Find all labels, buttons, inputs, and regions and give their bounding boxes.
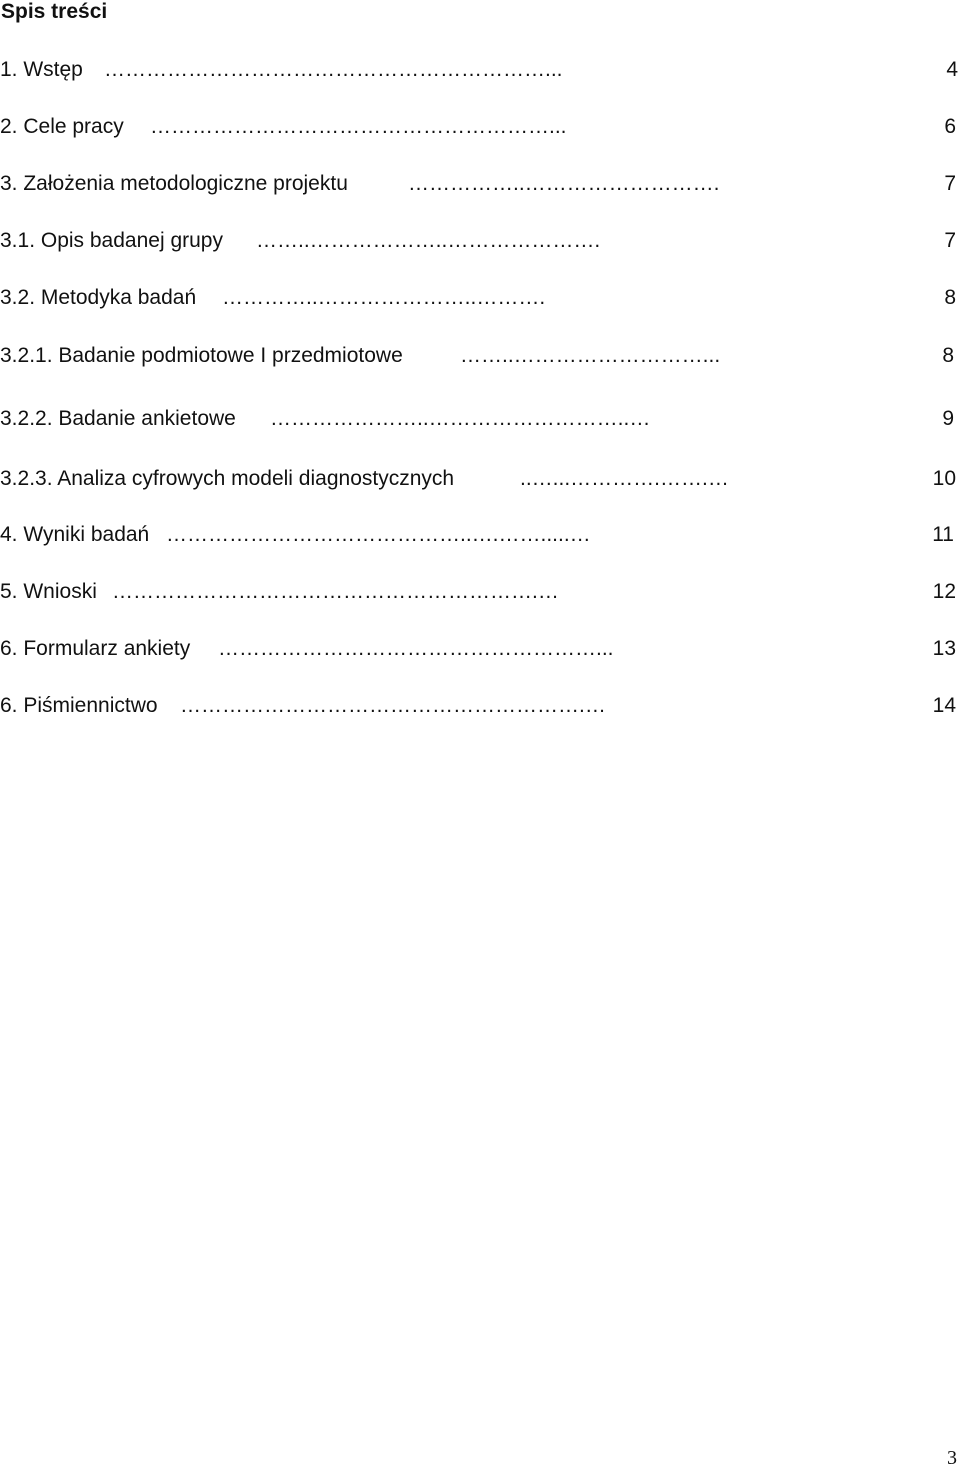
toc-entry-page: 10 [929, 465, 956, 493]
toc-leader: ……..………………..…………………. [256, 229, 601, 252]
toc-entry-page: 11 [928, 521, 954, 549]
toc-entry-badanie-podmiotowe[interactable] [0, 342, 954, 370]
toc-entry-wyniki[interactable] [0, 521, 954, 549]
toc-entry-page: 7 [940, 170, 956, 198]
toc-entry-label: 4. Wyniki badań [0, 521, 153, 549]
toc-leader: ………………………………………………….… [180, 694, 606, 717]
toc-leader: ..…...………….…….… [520, 467, 729, 490]
toc-entry-label: 3.2.1. Badanie podmiotowe I przedmiotowe [0, 342, 407, 370]
toc-entry-page: 6 [940, 113, 956, 141]
page-number: 3 [947, 1447, 957, 1469]
toc-leader: ……..………………………... [460, 344, 721, 367]
toc-entry-label: 6. Piśmiennictwo [0, 692, 162, 720]
toc-leader: ………………………………………………………... [104, 58, 563, 81]
toc-entry-page: 4 [942, 56, 958, 84]
toc-entry-formularz[interactable] [0, 635, 956, 663]
toc-entry-zalozenia[interactable] [0, 170, 956, 198]
toc-leader: ……………..………………………. [408, 172, 720, 195]
toc-leader: …………………………………………………….… [112, 580, 559, 603]
toc-entry-label: 1. Wstęp [0, 56, 87, 84]
toc-entry-label: 6. Formularz ankiety [0, 635, 194, 663]
toc-entry-label: 2. Cele pracy [0, 113, 128, 141]
toc-entry-metodyka[interactable] [0, 284, 956, 312]
toc-entry-page: 13 [929, 635, 956, 663]
toc-leader: …………………..………………………..… [270, 407, 651, 430]
toc-entry-label: 3.2.3. Analiza cyfrowych modeli diagnostycznych [0, 465, 458, 493]
toc-title: Spis treści [1, 0, 108, 23]
toc-entry-cele-pracy[interactable] [0, 113, 956, 141]
toc-entry-label: 3.2.2. Badanie ankietowe [0, 405, 240, 433]
toc-entry-label: 3. Założenia metodologiczne projektu [0, 170, 352, 198]
toc-entry-label: 3.1. Opis badanej grupy [0, 227, 227, 255]
toc-entry-wnioski[interactable] [0, 578, 956, 606]
toc-entry-page: 9 [938, 405, 954, 433]
toc-entry-label: 3.2. Metodyka badań [0, 284, 200, 312]
toc-entry-opis-grupy[interactable] [0, 227, 956, 255]
toc-entry-label: 5. Wnioski [0, 578, 101, 606]
toc-entry-pismiennictwo[interactable] [0, 692, 956, 720]
toc-leader: …………..…………………..………. [222, 286, 546, 309]
toc-entry-page: 12 [929, 578, 956, 606]
toc-leader: ………………………………………………... [218, 637, 614, 660]
toc-entry-page: 14 [929, 692, 956, 720]
toc-entry-badanie-ankietowe[interactable] [0, 405, 954, 433]
toc-entry-page: 8 [940, 284, 956, 312]
toc-leader: ……………………………………..….…….....… [166, 523, 591, 546]
toc-entry-page: 8 [938, 342, 954, 370]
toc-leader: …………………………………………………... [150, 115, 567, 138]
toc-entry-page: 7 [940, 227, 956, 255]
toc-entry-analiza-modeli[interactable] [0, 465, 956, 493]
toc-entry-wstep[interactable] [0, 56, 958, 84]
